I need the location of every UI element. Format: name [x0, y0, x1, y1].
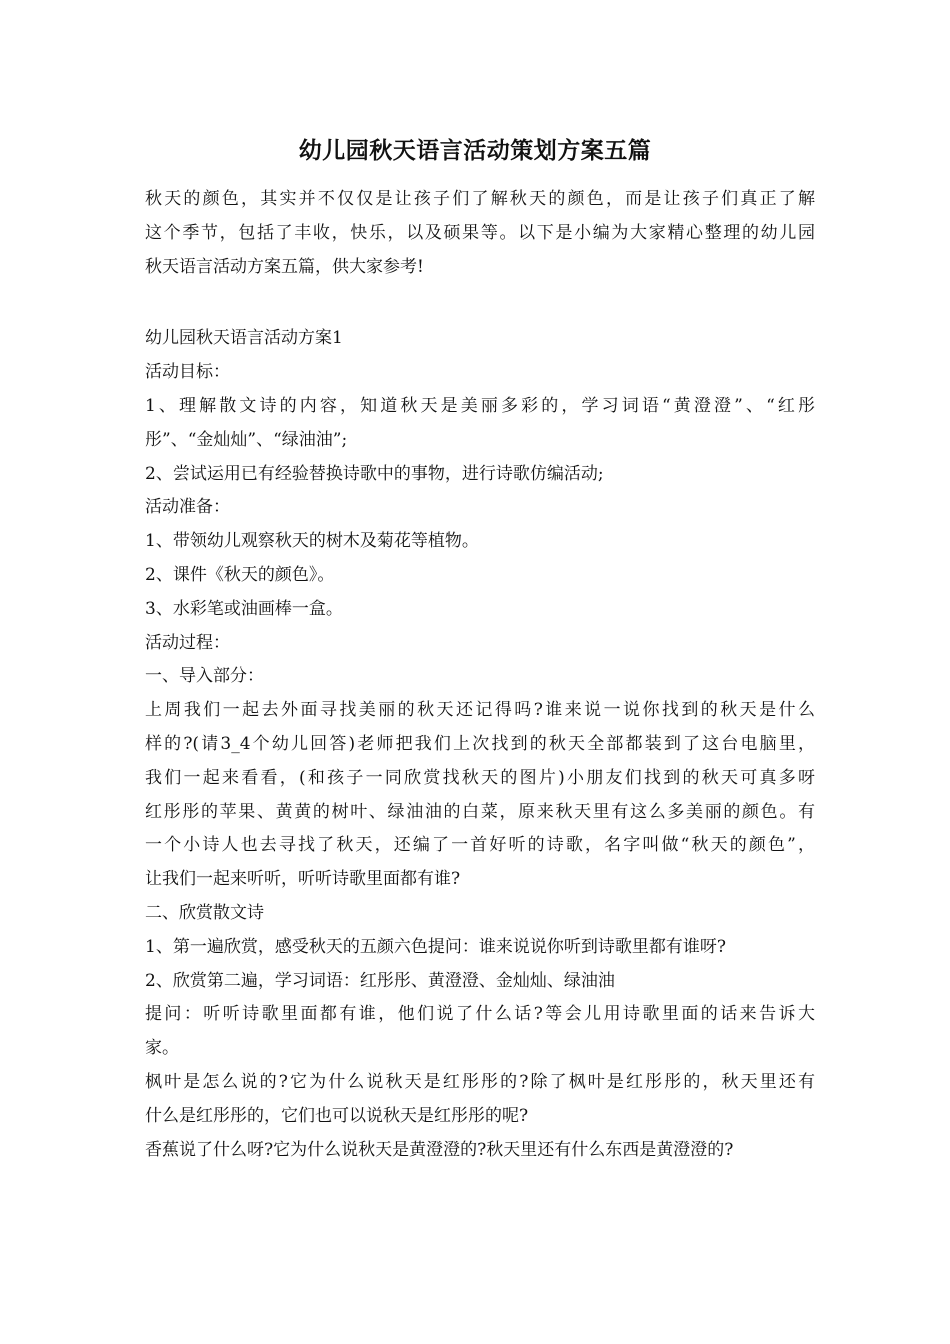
- paragraph-gap: [145, 284, 815, 322]
- text-line: 1、第一遍欣赏，感受秋天的五颜六色提问：谁来说说你听到诗歌里都有谁呀?: [145, 936, 726, 957]
- text-line: 让我们一起来听听，听听诗歌里面都有谁?: [145, 869, 461, 890]
- text-line: 1、理解散文诗的内容，知道秋天是美丽多彩的，学习词语“黄澄澄”、“红彤: [145, 395, 815, 416]
- subheading: 活动目标：: [145, 362, 230, 383]
- document-body: [145, 183, 815, 1167]
- intro-line: 这个季节，包括了丰收，快乐，以及硕果等。以下是小编为大家精心整理的幼儿园: [145, 222, 815, 243]
- text-line: 2、尝试运用已有经验替换诗歌中的事物，进行诗歌仿编活动;: [145, 463, 604, 484]
- subheading: 一、导入部分：: [145, 666, 264, 687]
- intro-line: 秋天的颜色，其实并不仅仅是让孩子们了解秋天的颜色，而是让孩子们真正了解: [145, 189, 815, 209]
- text-line: 上周我们一起去外面寻找美丽的秋天还记得吗?谁来说一说你找到的秋天是什么: [145, 700, 815, 721]
- text-line: 红彤彤的苹果、黄黄的树叶、绿油油的白菜，原来秋天里有这么多美丽的颜色。有: [145, 801, 815, 822]
- subheading: 活动准备：: [145, 497, 230, 518]
- text-line: 2、欣赏第二遍，学习词语：红彤彤、黄澄澄、金灿灿、绿油油: [145, 970, 615, 991]
- section-heading: 幼儿园秋天语言活动方案1: [145, 328, 343, 349]
- text-line: 香蕉说了什么呀?它为什么说秋天是黄澄澄的?秋天里还有什么东西是黄澄澄的?: [145, 1139, 734, 1160]
- subheading: 活动过程：: [145, 632, 230, 653]
- text-line: 2、课件《秋天的颜色》。: [145, 564, 335, 585]
- text-line: 1、带领幼儿观察秋天的树木及菊花等植物。: [145, 531, 479, 552]
- text-line: 一个小诗人也去寻找了秋天，还编了一首好听的诗歌，名字叫做“秋天的颜色”，: [145, 835, 815, 856]
- intro-line: 秋天语言活动方案五篇，供大家参考!: [145, 256, 424, 277]
- text-line: 3、水彩笔或油画棒一盒。: [145, 598, 343, 619]
- document-title: 幼儿园秋天语言活动策划方案五篇: [298, 137, 652, 164]
- text-line: 家。: [145, 1038, 179, 1059]
- text-line: 彤”、“金灿灿”、“绿油油”;: [145, 429, 348, 450]
- subheading: 二、欣赏散文诗: [145, 902, 264, 923]
- text-line: 样的?(请3_4个幼儿回答)老师把我们上次找到的秋天全部都装到了这台电脑里，: [145, 733, 815, 754]
- text-line: 什么是红彤彤的，它们也可以说秋天是红彤彤的呢?: [145, 1105, 529, 1126]
- text-line: 枫叶是怎么说的?它为什么说秋天是红彤彤的?除了枫叶是红彤彤的，秋天里还有: [145, 1071, 815, 1092]
- text-line: 我们一起来看看，(和孩子一同欣赏找秋天的图片)小朋友们找到的秋天可真多呀: [145, 767, 815, 788]
- text-line: 提问：听听诗歌里面都有谁，他们说了什么话?等会儿用诗歌里面的话来告诉大: [145, 1004, 815, 1025]
